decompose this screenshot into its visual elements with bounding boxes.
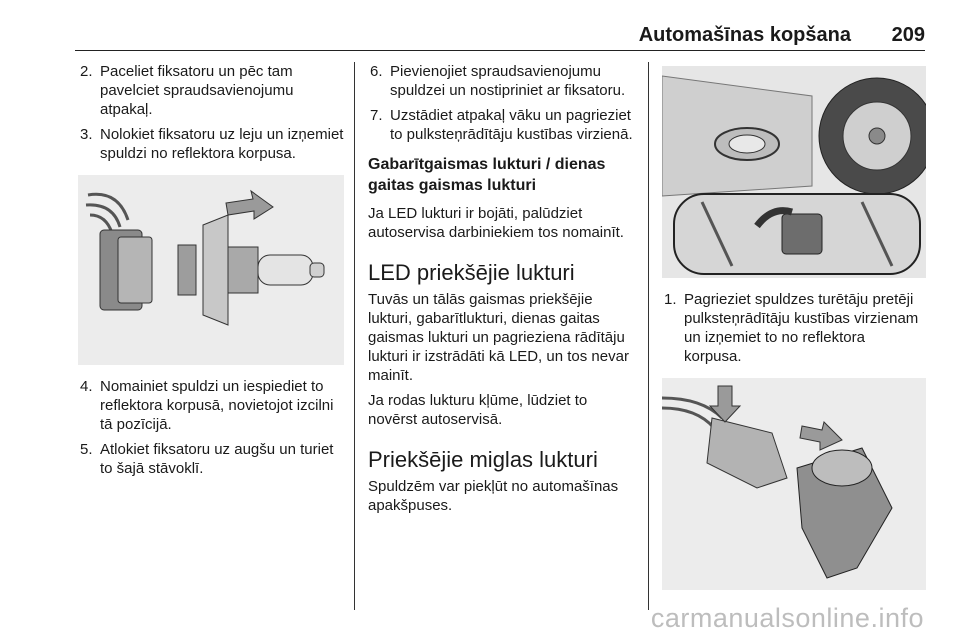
led-heading: LED priekšējie lukturi [368,260,575,285]
step-item [78,62,344,119]
step-number: 5. [80,441,93,458]
step-item [368,106,638,144]
bulb-removal-illustration [78,175,344,365]
step-number: 2. [80,63,93,80]
bulb-holder-top [812,450,872,486]
column-1 [78,62,344,484]
step-number: 6. [370,63,383,80]
drl-text: Ja LED lukturi ir bojāti, palūdziet autoservisa darbiniekiem tos nomainīt. [368,205,624,241]
fog-heading: Priekšējie miglas lukturi [368,447,598,472]
step-text: Nomainiet spuldzi un iespiediet to reflektora korpusā, novietojot izcilni tā pozīcijā. [100,378,334,433]
bulb-base [228,247,258,293]
bulb-glass [258,255,313,285]
bulb-holder [782,214,822,254]
column-divider [354,62,355,610]
step-item [662,290,926,366]
bulb-holder-illustration [662,378,926,590]
step-text: Paceliet fiksatoru un pēc tam pavelciet spraudsavienojumu atpakaļ. [100,63,294,118]
step-item [368,62,638,100]
step-text: Pagrieziet spuldzes turētāju pretēji pulksteņrādītāju kustības virzienam un izņemiet to no reflektora korpusa. [684,291,919,365]
step-number: 7. [370,107,383,124]
step-item [78,125,344,163]
step-list [368,62,638,144]
led-text: Tuvās un tālās gaismas priekšējie lukturi, gabarītlukturi, dienas gaitas gaismas lukturi un pagrieziena rādītāju lukturi ir izstrādāti kā LED, un tos nevar mainīt. [368,291,629,384]
step-text: Nolokiet fiksatoru uz leju un izņemiet spuldzi no reflektora korpusa. [100,126,344,162]
step-list [78,377,344,478]
watermark: carmanualsonline.info [650,603,924,633]
step-text: Uzstādiet atpakaļ vāku un pagrieziet to pulksteņrādītāju kustības virzienā. [390,107,633,143]
step-number: 4. [80,378,93,395]
bulb-tab [178,245,196,295]
illustration-background [662,378,926,590]
page-number: 209 [891,24,925,46]
step-item [78,377,344,434]
step-item [78,440,344,478]
column-2 [368,62,638,521]
page-header [75,24,925,51]
step-list [662,290,926,366]
column-divider [648,62,649,610]
drl-heading: Gabarītgaismas lukturi / dienas gaitas gaismas lukturi [368,156,606,194]
step-list [78,62,344,163]
connector-clip [118,237,152,303]
step-number: 1. [664,291,677,308]
fog-lamp-location-illustration [662,66,926,278]
page-title: Automašīnas kopšana [638,24,851,46]
wheel-hub [869,128,885,144]
step-text: Pievienojiet spraudsavienojumu spuldzei un nostipriniet ar fiksatoru. [390,63,626,99]
fog-lamp-lens [729,135,765,153]
column-3 [662,62,926,602]
fog-text: Spuldzēm var piekļūt no automašīnas apakšpuses. [368,478,619,514]
step-number: 3. [80,126,93,143]
step-text: Atlokiet fiksatoru uz augšu un turiet to šajā stāvoklī. [100,441,334,477]
bulb-tip [310,263,324,277]
bulb-flange [203,215,228,325]
led-text: Ja rodas lukturu kļūme, lūdziet to novērst autoservisā. [368,392,588,428]
